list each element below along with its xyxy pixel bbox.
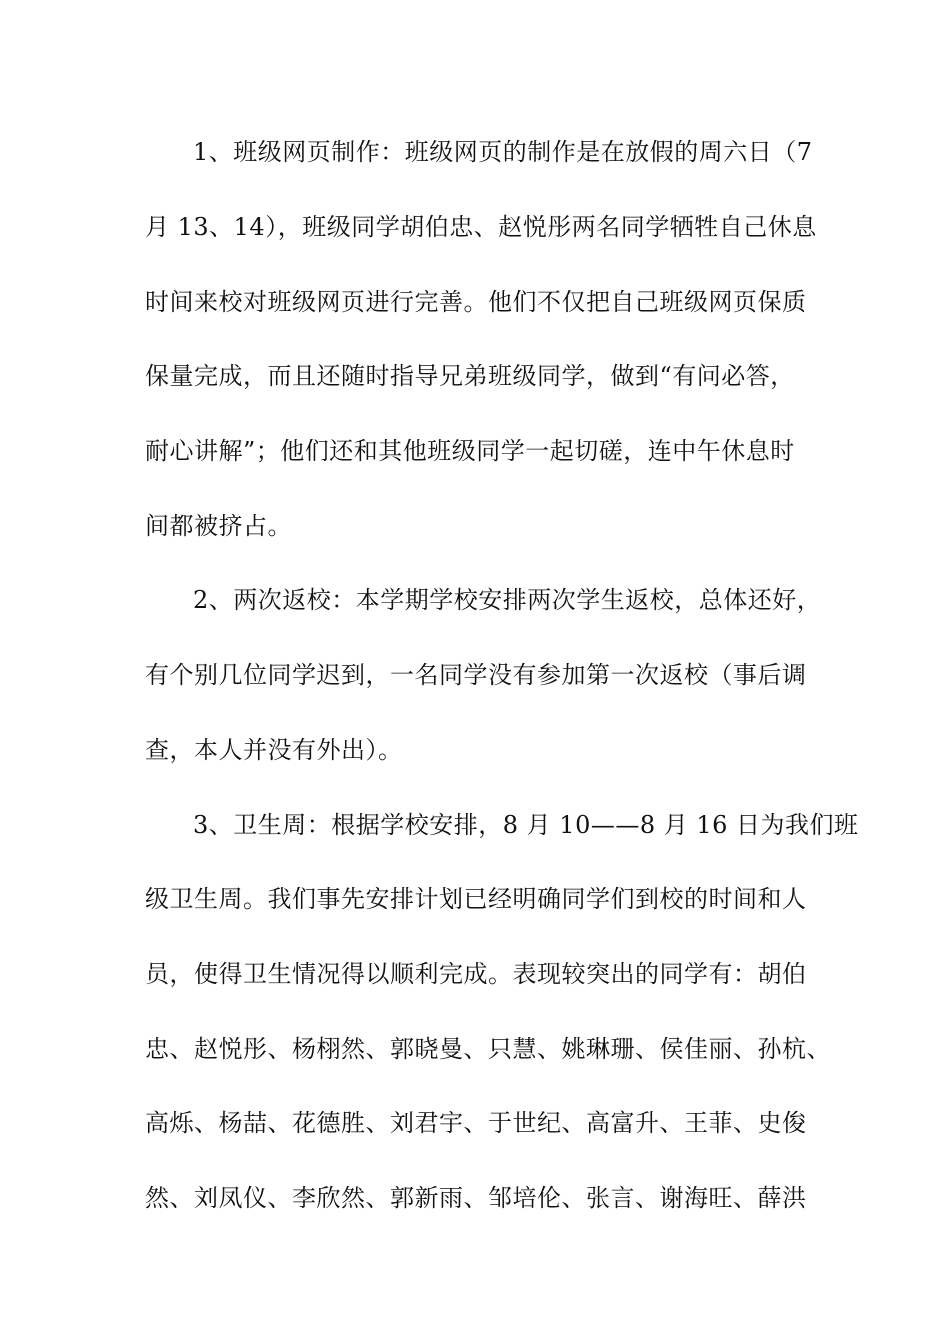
paragraph-1-line-6: 间都被挤占。 [145,512,292,540]
paragraph-1-line-2: 月 13、14），班级同学胡伯忠、赵悦彤两名同学牺牲自己休息 [145,213,817,241]
paragraph-3-line-4: 忠、赵悦彤、杨栩然、郭晓曼、只慧、姚琳珊、侯佳丽、孙杭、 [145,1035,831,1063]
paragraph-1-line-5: 耐心讲解”；他们还和其他班级同学一起切磋，连中午休息时 [145,437,795,465]
paragraph-2-line-3: 查，本人并没有外出）。 [145,736,403,764]
paragraph-3-line-2: 级卫生周。我们事先安排计划已经明确同学们到校的时间和人 [145,885,807,913]
paragraph-1-line-3: 时间来校对班级网页进行完善。他们不仅把自己班级网页保质 [145,288,807,316]
paragraph-2-line-1: 2、两次返校：本学期学校安排两次学生返校，总体还好， [193,586,822,614]
paragraph-3-line-3: 员，使得卫生情况得以顺利完成。表现较突出的同学有：胡伯 [145,960,807,988]
paragraph-2-line-2: 有个别几位同学迟到，一名同学没有参加第一次返校（事后调 [145,661,807,689]
paragraph-1-line-1: 1、班级网页制作：班级网页的制作是在放假的周六日（7 [193,138,813,166]
paragraph-3-line-1: 3、卫生周：根据学校安排，8 月 10——8 月 16 日为我们班 [193,811,859,839]
paragraph-1-line-4: 保量完成，而且还随时指导兄弟班级同学，做到“有问必答， [145,362,795,390]
paragraph-3-line-5: 高烁、杨喆、花德胜、刘君宇、于世纪、高富升、王菲、史俊 [145,1109,807,1137]
paragraph-3-line-6: 然、刘凤仪、李欣然、郭新雨、邹培伦、张言、谢海旺、薛洪 [145,1184,807,1212]
